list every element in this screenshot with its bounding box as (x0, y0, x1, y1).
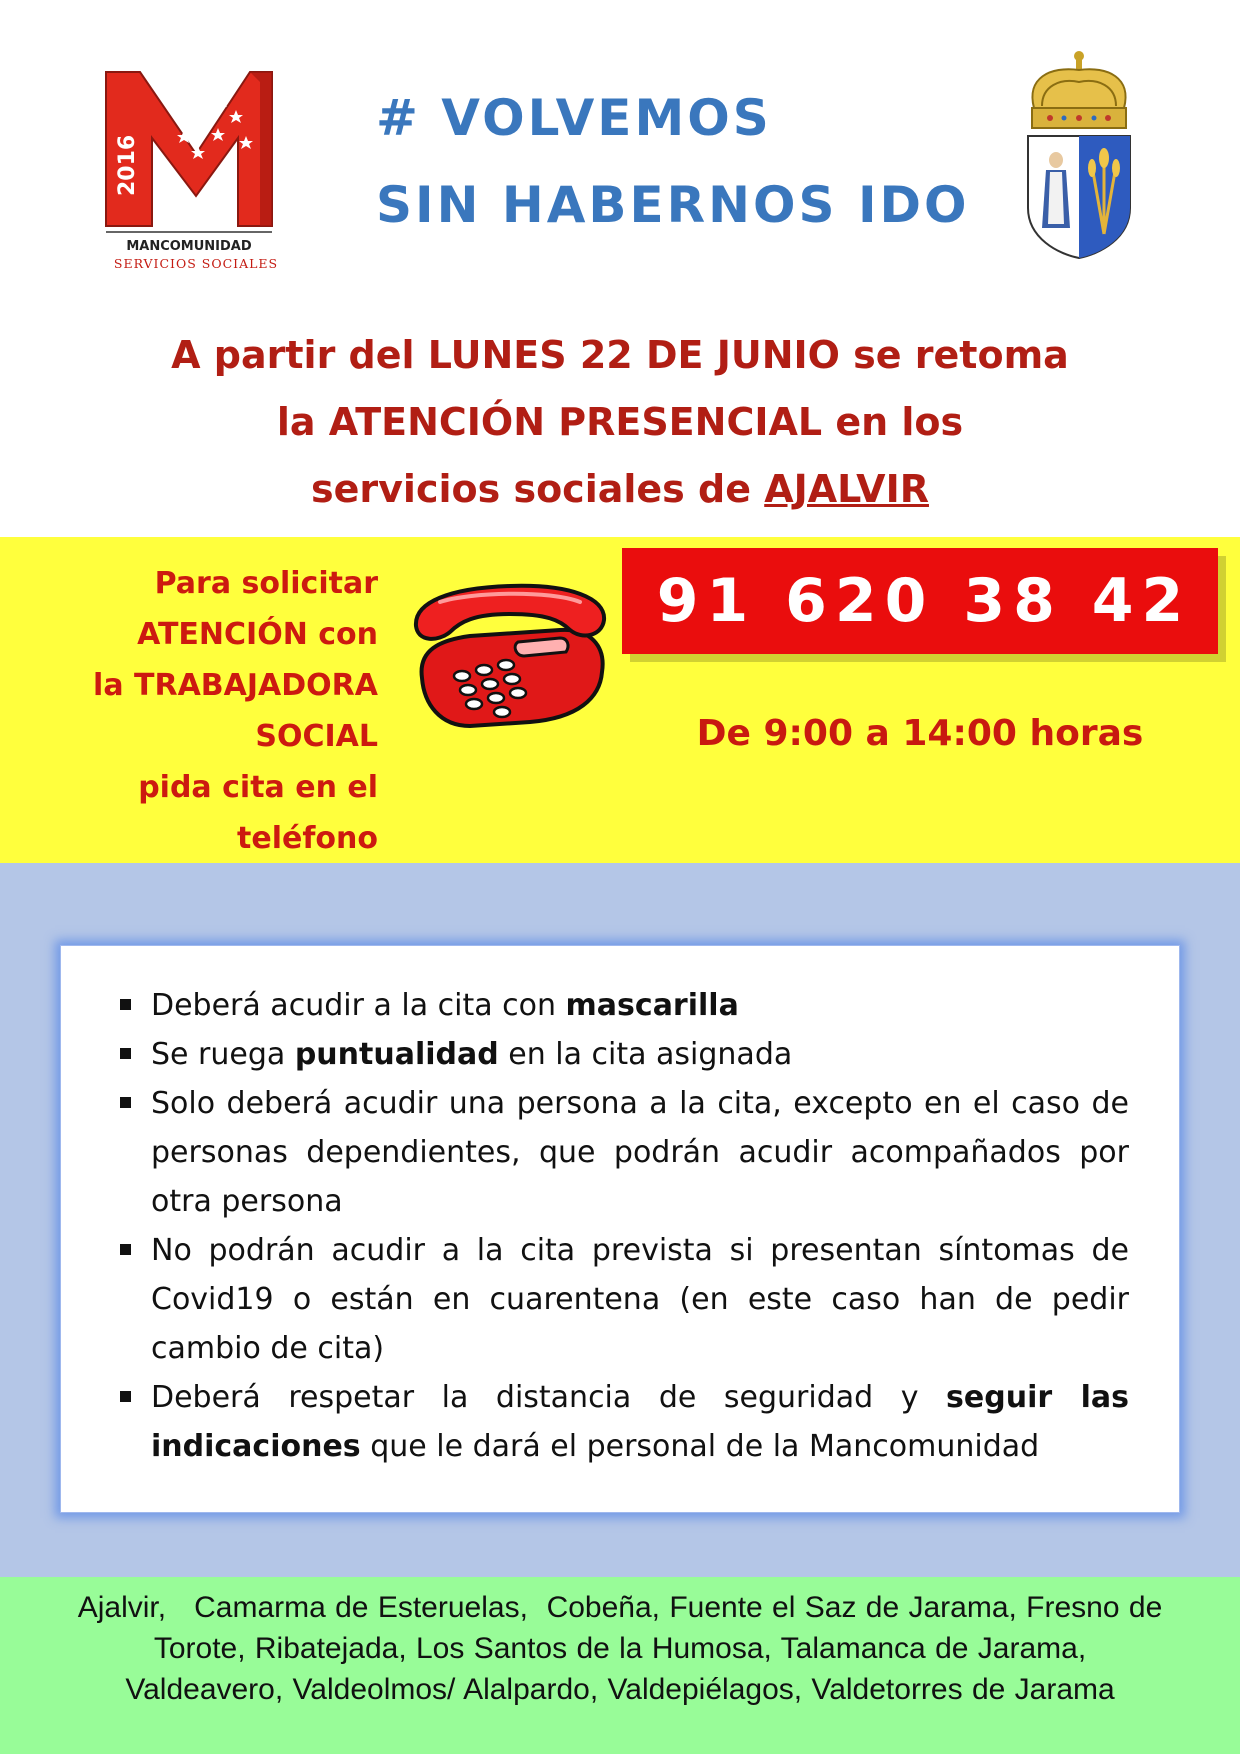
towns-line-3: Valdeavero, Valdeolmos/ Alalpardo, Valdepiélagos, Valdetorres de Jarama (125, 1673, 1115, 1706)
ask-line: ATENCIÓN con (137, 617, 378, 652)
headline-line-2: la ATENCIÓN PRESENCIAL en los (276, 400, 964, 444)
headline-line-3 (80, 456, 1160, 523)
rule-item: No podrán acudir a la cita prevista si presentan síntomas de Covid19 o están en cuarentena (en este caso han de pedir cambio de cita) (151, 1226, 1129, 1373)
towns-list (10, 1587, 1230, 1710)
rule-item: Deberá respetar la distancia de seguridad y seguir las indicaciones que le dará el personal de la Mancomunidad (151, 1373, 1129, 1471)
rule-item: Deberá acudir a la cita con mascarilla (151, 981, 1129, 1030)
coat-of-arms-icon (1020, 48, 1138, 260)
appointment-instructions (40, 558, 378, 864)
rules-list (61, 946, 1179, 1471)
logo-name: MANCOMUNIDAD (126, 239, 252, 254)
ask-line: la TRABAJADORA (93, 668, 378, 703)
ask-line: pida cita en el (138, 770, 378, 805)
rule-item: Se ruega puntualidad en la cita asignada (151, 1030, 1129, 1079)
hashtag-line-1: # VOLVEMOS (376, 89, 772, 147)
ask-line: teléfono (237, 821, 378, 856)
hashtag-line-2: SIN HABERNOS IDO (376, 176, 970, 234)
headline (80, 322, 1160, 523)
towns-line-1: Ajalvir, Camarma de Esteruelas, Cobeña, Fuente el Saz de Jarama, Fresno de (77, 1591, 1163, 1624)
mancomunidad-logo (100, 68, 296, 273)
ask-line: Para solicitar (154, 566, 378, 601)
telephone-icon (410, 580, 610, 730)
logo-subtitle: SERVICIOS SOCIALES (113, 256, 279, 271)
office-hours: De 9:00 a 14:00 horas (696, 713, 1144, 754)
towns-line-2: Torote, Ribatejada, Los Santos de la Humosa, Talamanca de Jarama, (153, 1632, 1087, 1665)
headline-line-3-prefix: servicios sociales de (311, 467, 765, 511)
rules-box (60, 945, 1180, 1513)
phone-number: 91 620 38 42 (622, 548, 1218, 654)
ask-line: SOCIAL (255, 719, 378, 754)
headline-place: AJALVIR (764, 467, 929, 511)
headline-line-1: A partir del LUNES 22 DE JUNIO se retoma (171, 333, 1069, 377)
logo-year: 2016 (115, 134, 140, 196)
rule-item: Solo deberá acudir una persona a la cita, excepto en el caso de personas dependientes, que podrán acudir acompañados por otra persona (151, 1079, 1129, 1226)
